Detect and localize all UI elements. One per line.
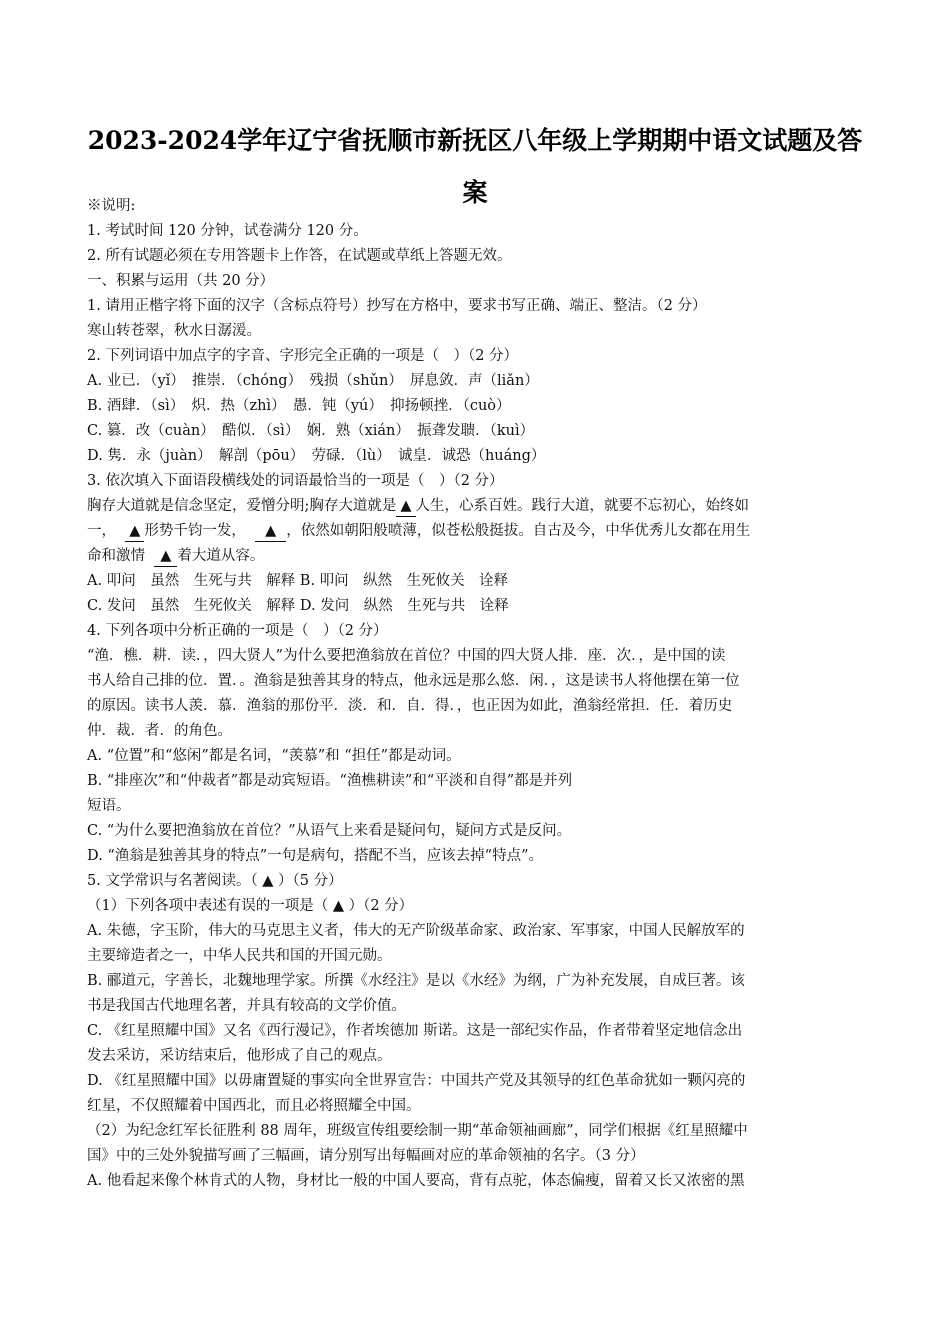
text-line: C. 篡．改（cuàn） 酷似．（sì） 娴．熟（xián） 振聋发聩．（kuì） <box>87 423 535 439</box>
text-line: A. 朱德，字玉阶，伟大的马克思主义者，伟大的无产阶级革命家、政治家、军事家，中国人民解放军的 <box>87 923 745 939</box>
text-line: 发去采访，采访结束后，他形成了自己的观点。 <box>87 1048 392 1064</box>
document-title: 2023-2024学年辽宁省抚顺市新抚区八年级上学期期中语文试题及答 <box>87 126 863 155</box>
text-line: 1. 请用正楷字将下面的汉字（含标点符号）抄写在方格中，要求书写正确、端正、整洁。（2 分） <box>87 298 707 314</box>
text-line: 3. 依次填入下面语段横线处的词语最恰当的一项是（ ）（2 分） <box>87 473 504 489</box>
text-line: D. 《红星照耀中国》以毋庸置疑的事实向全世界宣告：中国共产党及其领导的红色革命犹如一颗闪亮的 <box>87 1073 746 1089</box>
text-line: C. 发问 虽然 生死攸关 解释 D. 发问 纵然 生死与共 诠释 <box>87 598 509 614</box>
text-line: 短语。 <box>87 798 131 814</box>
text-line: D. 隽．永（juàn） 解剖（pōu） 劳碌．（lù） 诚皇．诚恐（huáng） <box>87 448 546 464</box>
text-line <box>87 546 867 567</box>
fill-blank: ▲ <box>255 521 286 542</box>
text-segment: 一， <box>87 523 116 539</box>
fill-blank: ▲ <box>154 546 177 567</box>
text-segment: 人生，心系百姓。践行大道，就要不忘初心，始终如 <box>415 498 750 514</box>
text-line: 书人给自己排的位．置．。渔翁是独善其身的特点，他永远是那么悠．闲．，这是读书人将他摆在第一位 <box>87 673 740 689</box>
text-line: A. 他看起来像个林肯式的人物，身材比一般的中国人要高，背有点驼，体态偏瘦，留着又长又浓密的黑 <box>87 1173 745 1189</box>
text-line: ※说明: <box>87 198 136 214</box>
text-line: 4. 下列各项中分析正确的一项是（ ）（2 分） <box>87 623 388 639</box>
text-line: 2. 下列词语中加点字的字音、字形完全正确的一项是（ ）（2 分） <box>87 348 519 364</box>
text-line: 仲．裁．者．的角色。 <box>87 723 232 739</box>
text-segment: ，依然如朝阳般喷薄，似苍松般挺拔。自古及今，中华优秀儿女都在用生 <box>286 523 751 539</box>
text-line: B. 郦道元，字善长，北魏地理学家。所撰《水经注》是以《水经》为纲，广为补充发展，自成巨著。该 <box>87 973 745 989</box>
text-line: B. 酒肆．（sì） 炽．热（zhì） 愚．钝（yú） 抑扬顿挫．（cuò） <box>87 398 511 414</box>
text-line: “渔．樵．耕．读．，四大贤人”为什么要把渔翁放在首位？中国的四大贤人排．座．次．，是中国的读 <box>87 648 726 664</box>
text-line <box>87 496 867 517</box>
text-line: C. 《红星照耀中国》又名《西行漫记》，作者埃德加 斯诺。这是一部纪实作品，作者带着坚定地信念出 <box>87 1023 743 1039</box>
text-line: 红星，不仅照耀着中国西北，而且必将照耀全中国。 <box>87 1098 421 1114</box>
text-line: 2. 所有试题必须在专用答题卡上作答，在试题或草纸上答题无效。 <box>87 248 512 264</box>
text-line: D. “渔翁是独善其身的特点”一句是病句，搭配不当，应该去掉“特点”。 <box>87 848 543 864</box>
text-segment: 形势千钧一发， <box>144 523 246 539</box>
text-line: 国》中的三处外貌描写画了三幅画，请分别写出每幅画对应的革命领袖的名字。（3 分） <box>87 1148 645 1164</box>
text-line: 书是我国古代地理名著，并具有较高的文学价值。 <box>87 998 406 1014</box>
text-line: 主要缔造者之一，中华人民共和国的开国元勋。 <box>87 948 392 964</box>
text-line: （2）为纪念红军长征胜利 88 周年，班级宣传组要绘制一期“革命领袖画廊”，同学们根据《红星照耀中 <box>87 1123 748 1139</box>
text-line: A. 业已．（yǐ） 推崇．（chóng） 残损（shǔn） 屏息敛．声（liǎn） <box>87 373 539 389</box>
text-segment: 着大道从容。 <box>177 548 265 564</box>
text-line <box>87 521 867 542</box>
text-line: C. “为什么要把渔翁放在首位？”从语气上来看是疑问句，疑问方式是反问。 <box>87 823 572 839</box>
text-line: 寒山转苍翠，秋水日潺湲。 <box>87 323 261 339</box>
fill-blank: ▲ <box>396 496 415 517</box>
text-line: A. “位置”和“悠闲”都是名词，“羡慕”和 “担任”都是动词。 <box>87 748 461 764</box>
document-title-continued: 案 <box>462 178 488 207</box>
text-line: B. “排座次”和“仲裁者”都是动宾短语。“渔樵耕读”和“平淡和自得”都是并列 <box>87 773 573 789</box>
text-segment: 胸存大道就是信念坚定，爱憎分明;胸存大道就是 <box>87 498 397 514</box>
text-line: 5. 文学常识与名著阅读。（ ▲ ）（5 分） <box>87 873 343 889</box>
section-heading: 一、积累与运用（共 20 分） <box>87 273 275 289</box>
text-line: （1）下列各项中表述有误的一项是（ ▲ ）（2 分） <box>87 898 414 914</box>
text-segment: 命和激情 <box>87 548 145 564</box>
text-line: 的原因。读书人羡．慕．渔翁的那份平．淡．和．自．得．，也正因为如此，渔翁经常担．任．着历史 <box>87 698 733 714</box>
text-line: 1. 考试时间 120 分钟，试卷满分 120 分。 <box>87 223 368 239</box>
fill-blank: ▲ <box>125 521 144 542</box>
text-line: A. 叩问 虽然 生死与共 解释 B. 叩问 纵然 生死攸关 诠释 <box>87 573 509 589</box>
